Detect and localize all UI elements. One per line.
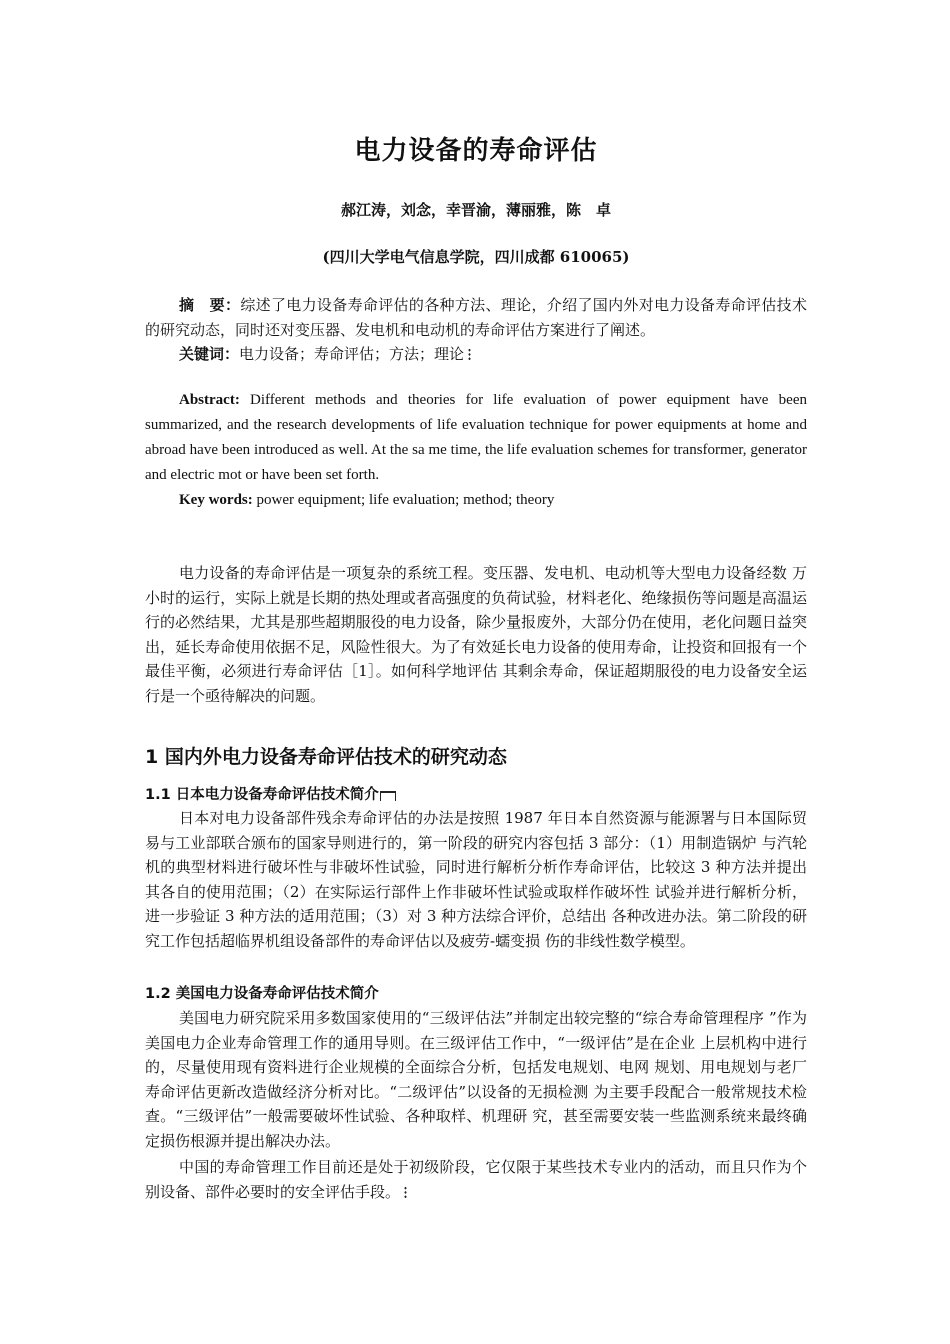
subsection-1-1-paragraph: 日本对电力设备部件残余寿命评估的办法是按照 1987 年日本自然资源与能源署与日本国际贸 易与工业部联合颁布的国家导则进行的，第一阶段的研究内容包括 3 部分：（1）用制造锅炉 与汽轮机的典型材料进行破坏性与非破坏性试验，同时进行解析分析作寿命评估，比较这 3 种方法并提出其各自的使用范围；（2）在实际运行部件上作非破坏性试验或取样作破坏性 试验并进行解析分析，进一步验证 3 种方法的适用范围；（3）对 3 种方法综合评价，总结出 各种改进办法。第二阶段的研究工作包括超临界机组设备部件的寿命评估以及疲劳-蠕变损 伤的非线性数学模型。 <box>145 809 807 950</box>
subsection-heading-1-1-text: 1.1 日本电力设备寿命评估技术简介 <box>145 787 379 803</box>
vertical-ellipsis-icon <box>404 1186 407 1199</box>
keywords-english-text: power equipment; life evaluation; method; theory <box>252 492 555 508</box>
author-list: 郝江涛，刘念，幸晋渝，薄丽雅，陈 卓 <box>340 201 611 219</box>
author-affiliation: (四川大学电气信息学院，四川成都 610065) <box>322 248 630 266</box>
keywords-english <box>145 488 807 513</box>
china-status-paragraph <box>145 1155 807 1204</box>
subsection-1-2-paragraph: 美国电力研究院采用多数国家使用的“三级评估法”并制定出较完整的“综合寿命管理程序 ”作为美国电力企业寿命管理工作的通用导则。在三级评估工作中，“一级评估”是在企业 上层机构中进行的，尽量使用现有资料进行企业规模的全面综合分析，包括发电规划、电网 规划、用电规划与老厂寿命评估更新改造做经济分析对比。“二级评估”以设备的无损检测 为主要手段配合一般常规技术检查。“三级评估”一般需要破坏性试验、各种取样、机理研 究，甚至需要安装一些监测系统来最终确定损伤根源并提出解决办法。 <box>145 1009 807 1150</box>
abstract-chinese-text: 综述了电力设备寿命评估的各种方法、理论，介绍了国内外对电力设备寿命评估技术的研究动态，同时还对变压器、发电机和电动机的寿命评估方案进行了阐述。 <box>145 296 807 339</box>
abstract-chinese-label: 摘 要： <box>179 296 241 314</box>
keywords-english-label: Key words: <box>179 492 253 508</box>
abstract-english <box>145 388 807 488</box>
subsection-heading-1-1 <box>145 783 807 807</box>
keywords-chinese-text: 电力设备；寿命评估；方法；理论 <box>239 345 465 363</box>
abstract-english-label: Abstract: <box>179 392 240 408</box>
abstract-chinese <box>145 293 807 342</box>
keywords-chinese <box>145 342 807 367</box>
introduction-paragraph: 电力设备的寿命评估是一项复杂的系统工程。变压器、发电机、电动机等大型电力设备经数 万小时的运行，实际上就是长期的热处理或者高强度的负荷试验，材料老化、绝缘损伤等问题是高温运行的必然结果，尤其是那些超期服役的电力设备，除少量报废外，大部分仍在使用，老化问题日益突出，延长寿命使用依据不足，风险性很大。为了有效延长电力设备的使用寿命，让投资和回报有一个最佳平衡，必须进行寿命评估［1］。如何科学地评估 其剩余寿命，保证超期服役的电力设备安全运行是一个亟待解决的问题。 <box>145 564 807 705</box>
subsection-heading-1-2: 1.2 美国电力设备寿命评估技术简介 <box>145 986 379 1002</box>
bracket-mark-icon <box>380 791 396 801</box>
abstract-english-text: Different methods and theories for life evaluation of power equipment have been summarized, and the research developments of life evaluation technique for power equipments at home and abroad have been introduced as well. At the sa me time, the life evaluation schemes for transformer, generator and electric mot or have been set forth. <box>145 392 807 483</box>
document-page <box>145 0 807 1344</box>
china-status-text: 中国的寿命管理工作目前还是处于初级阶段，它仅限于某些技术专业内的活动，而且只作为个别设备、部件必要时的安全评估手段。 <box>145 1158 807 1201</box>
section-heading-1: 1 国内外电力设备寿命评估技术的研究动态 <box>145 746 507 768</box>
keywords-chinese-label: 关键词： <box>179 345 240 363</box>
paper-title: 电力设备的寿命评估 <box>354 136 598 166</box>
vertical-ellipsis-icon <box>468 348 471 361</box>
